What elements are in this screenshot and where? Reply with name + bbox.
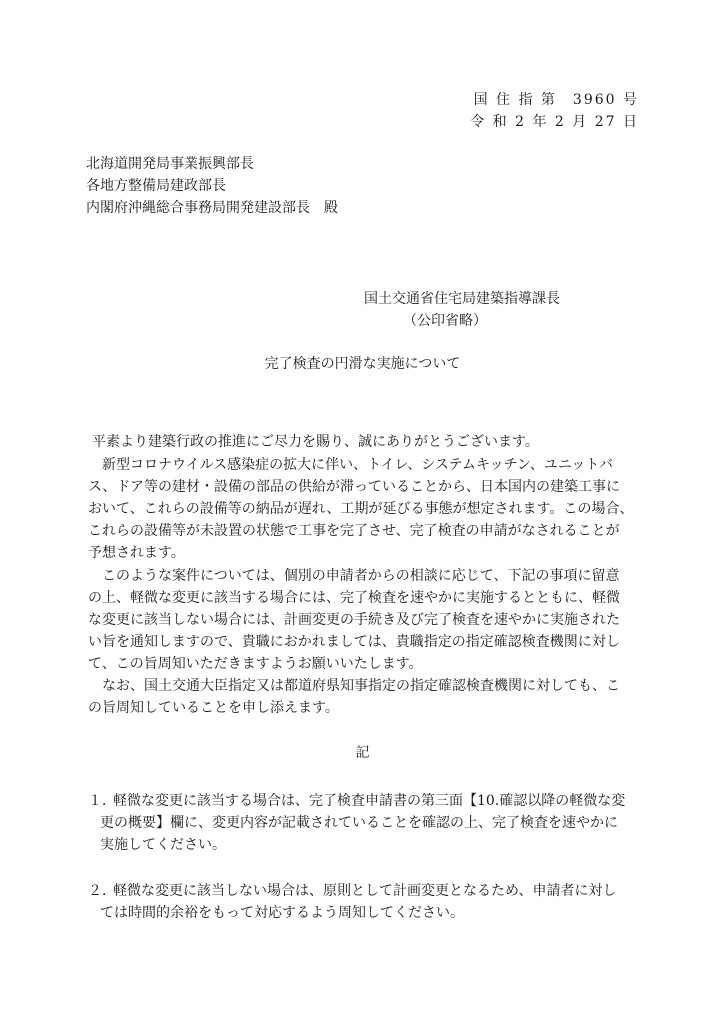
body-paragraph-3-line: い旨を通知しますので、貴職におかれましては、貴職指定の指定確認検査機関に対し <box>88 634 620 650</box>
recipient: 各地方整備局建政部長 <box>86 178 226 194</box>
document-date: 令 和 2 年 2 月 27 日 <box>470 114 639 130</box>
body-paragraph-3-line: て、この旨周知いただきますようお願いいたします。 <box>88 656 423 672</box>
body-paragraph-1: 平素より建築行政の推進にご尽力を賜り、誠にありがとうございます。 <box>92 434 539 450</box>
item-1-line: 更の概要】欄に、変更内容が記載されていることを確認の上、完了検査を速やかに <box>100 815 618 831</box>
item-2-line: 軽微な変更に該当しない場合は、原則として計画変更となるため、申請者に対し <box>113 883 617 899</box>
body-paragraph-4-line: の旨周知していることを申し添えます。 <box>88 700 339 716</box>
item-2-line: ては時間的余裕をもって対応するよう周知してください。 <box>100 905 464 921</box>
document-number: 国 住 指 第 3960 号 <box>473 92 639 108</box>
item-number: １． <box>88 793 116 809</box>
recipient: 内閣府沖縄総合事務局開発建設部長 殿 <box>86 200 338 216</box>
body-paragraph-2-line: これらの設備等が未設置の状態で工事を完了させ、完了検査の申請がなされることが <box>88 523 620 539</box>
recipient: 北海道開発局事業振興部長 <box>86 156 254 172</box>
body-paragraph-2-line: 予想されます。 <box>88 545 185 561</box>
body-paragraph-2-line: 新型コロナウイルス感染症の拡大に伴い、トイレ、システムキッチン、ユニットバ <box>102 457 613 473</box>
body-paragraph-3-line: の上、軽微な変更に該当する場合には、完了検査を速やかに実施するとともに、軽微 <box>88 590 620 606</box>
item-1-line: 軽微な変更に該当する場合は、完了検査申請書の第三面【10.確認以降の軽微な変 <box>113 793 626 809</box>
body-paragraph-4-line: なお、国土交通大臣指定又は都道府県知事指定の指定確認検査機関に対しても、こ <box>102 678 620 694</box>
ki-heading: 記 <box>355 745 370 761</box>
seal-omitted-note: （公印省略） <box>403 313 487 329</box>
body-paragraph-2-line: ス、ドア等の建材・設備の部品の供給が滞っていることから、日本国内の建築工事に <box>88 479 620 495</box>
body-paragraph-2-line: おいて、これらの設備等の納品が遅れ、工期が延びる事態が想定されます。この場合、 <box>88 501 634 517</box>
sender-title: 国土交通省住宅局建築指導課長 <box>364 291 560 307</box>
body-paragraph-3-line: このような案件については、個別の申請者からの相談に応じて、下記の事項に留意 <box>102 568 620 584</box>
subject-title: 完了検査の円滑な実施について <box>264 356 461 372</box>
item-number: ２． <box>88 883 116 899</box>
item-1-line: 実施してください。 <box>100 837 226 853</box>
body-paragraph-3-line: な変更に該当しない場合には、計画変更の手続き及び完了検査を速やかに実施された <box>88 612 620 628</box>
